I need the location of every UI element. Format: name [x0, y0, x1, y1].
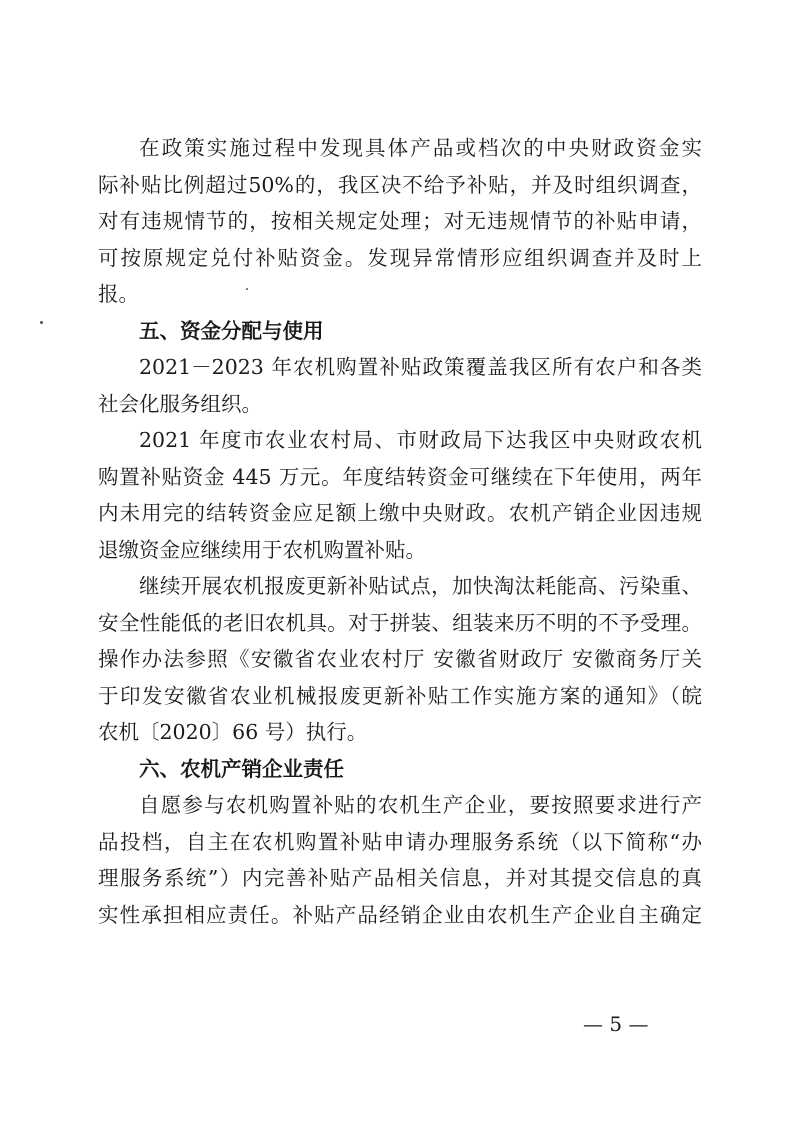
text-line: 对有违规情节的，按相关规定处理；对无违规情节的补贴申请，: [98, 209, 702, 233]
text-line: 于印发安徽省农业机械报废更新补贴工作实施方案的通知》（皖: [98, 683, 702, 708]
text-line: 2021－2023 年农机购置补贴政策覆盖我区所有农户和各类: [139, 355, 702, 379]
text-line: 理服务系统”）内完善补贴产品相关信息，并对其提交信息的真: [98, 866, 702, 890]
paragraph: [98, 349, 702, 422]
text-line: 实性承担相应责任。补贴产品经销企业由农机生产企业自主确定: [98, 902, 702, 927]
paragraph: [98, 787, 702, 933]
scan-speck: [40, 321, 43, 324]
text-line: 安全性能低的老旧农机具。对于拼装、组装来历不明的不予受理。: [98, 610, 702, 635]
text-line: 品投档，自主在农机购置补贴申请办理服务系统（以下简称“办: [98, 829, 702, 854]
text-line: 可按原规定兑付补贴资金。发现异常情形应组织调查并及时上: [98, 245, 702, 270]
text-line: 内未用完的结转资金应足额上缴中央财政。农机产销企业因违规: [98, 501, 702, 525]
page-number: — 5 —: [583, 1012, 649, 1036]
scan-speck: [246, 288, 248, 290]
text-line: 购置补贴资金 445 万元。年度结转资金可继续在下年使用，两年: [98, 464, 702, 489]
paragraph: [98, 568, 702, 751]
text-line: 报。: [98, 282, 139, 306]
text-line: 际补贴比例超过50%的，我区决不给予补贴，并及时组织调查，: [98, 172, 702, 197]
text-line: 农机〔2020〕66 号）执行。: [98, 720, 368, 744]
body-text: [98, 130, 702, 933]
text-line: 退缴资金应继续用于农机购置补贴。: [98, 537, 426, 562]
text-line: 2021 年度市农业农村局、市财政局下达我区中央财政农机: [139, 428, 702, 452]
text-line: 自愿参与农机购置补贴的农机生产企业，要按照要求进行产: [139, 793, 702, 817]
paragraph: [98, 130, 702, 313]
section-heading: 五、资金分配与使用: [139, 318, 324, 343]
text-line: 在政策实施过程中发现具体产品或档次的中央财政资金实: [139, 136, 702, 160]
paragraph: [98, 422, 702, 568]
text-line: 社会化服务组织。: [98, 391, 262, 416]
section-heading: 六、农机产销企业责任: [139, 756, 344, 781]
text-line: 操作办法参照《安徽省农业农村厅 安徽省财政厅 安徽商务厅关: [98, 647, 702, 671]
text-line: 继续开展农机报废更新补贴试点，加快淘汰耗能高、污染重、: [139, 574, 702, 598]
